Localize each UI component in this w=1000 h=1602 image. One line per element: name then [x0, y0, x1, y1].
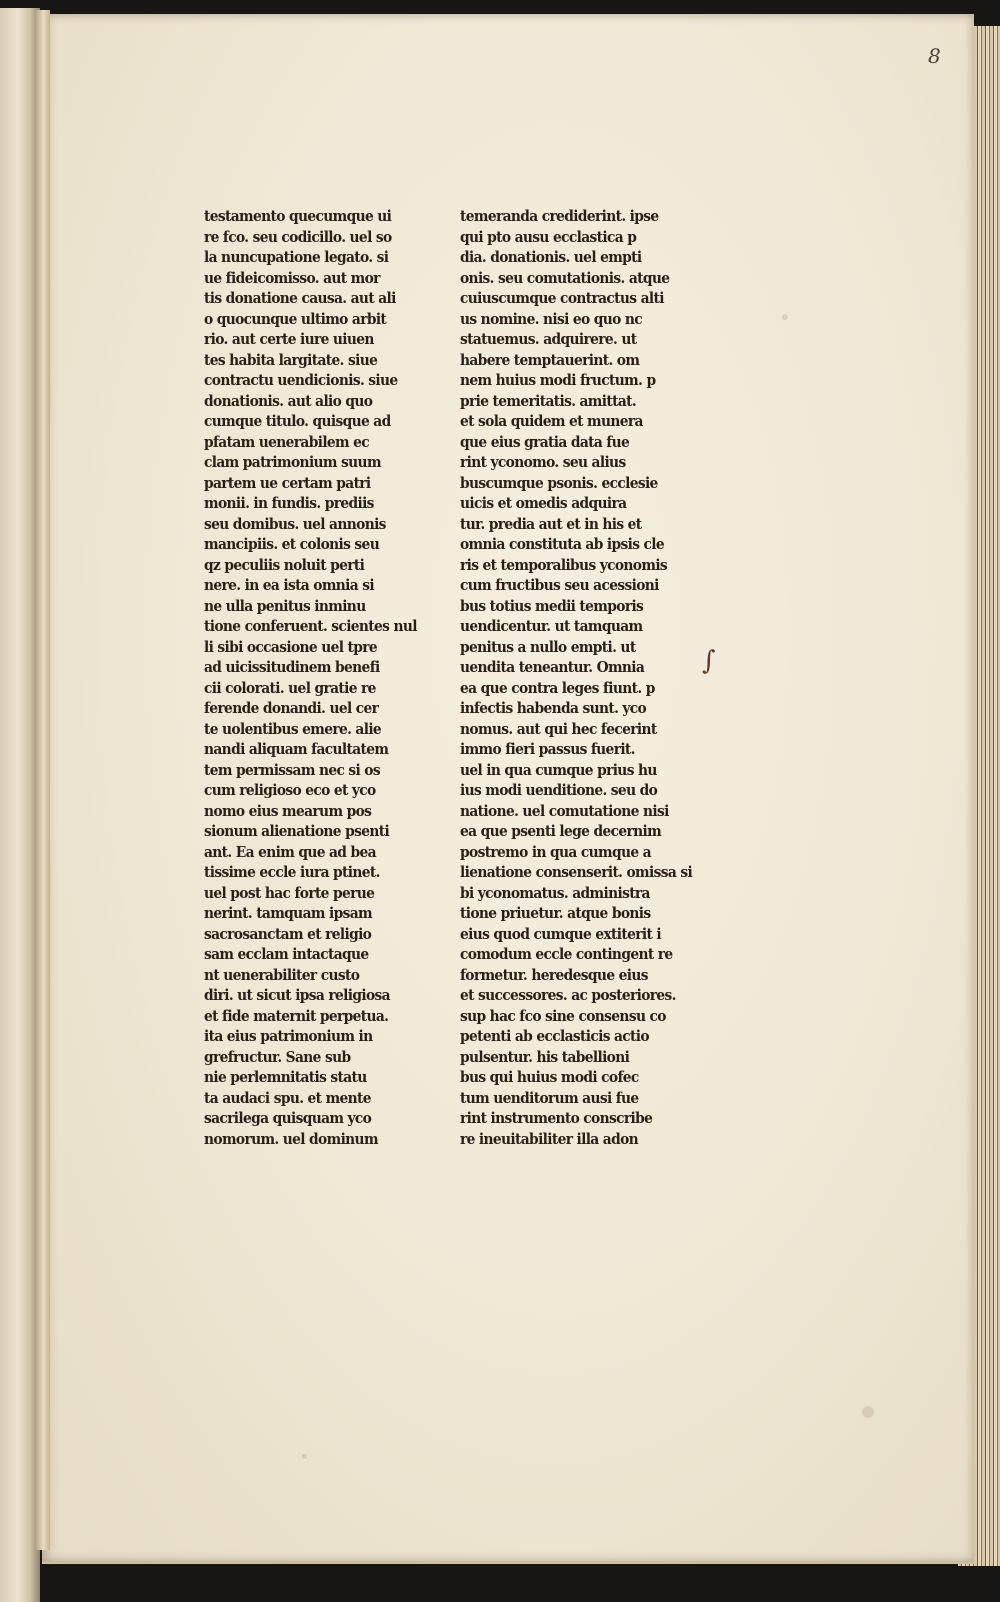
text-line: petenti ab ecclasticis actio [460, 1027, 649, 1045]
text-line: ant. Ea enim que ad bea [204, 842, 376, 861]
text-line: sup hac fco sine consensu co [460, 1006, 666, 1025]
text-line: cumque titulo. quisque ad [204, 412, 391, 430]
text-line: clam patrimonium suum [204, 453, 381, 471]
text-line: habere temptauerint. om [460, 350, 640, 369]
text-line: postremo in qua cumque a [460, 842, 651, 861]
text-line: comodum eccle contingent re [460, 945, 673, 963]
text-line: et successores. ac posteriores. [460, 986, 676, 1004]
text-line: bi yconomatus. administra [460, 883, 650, 902]
parchment-stain [782, 314, 788, 320]
binding-strip [36, 10, 50, 1550]
text-column-right [460, 206, 714, 1149]
text-line: us nomine. nisi eo quo nc [460, 309, 643, 328]
text-line: bus qui huius modi cofec [460, 1068, 639, 1086]
text-line: natione. uel comutatione nisi [460, 801, 669, 820]
text-line: statuemus. adquirere. ut [460, 330, 637, 348]
text-line: ta audaci spu. et mente [204, 1088, 371, 1107]
text-line: et fide maternit perpetua. [204, 1006, 389, 1025]
text-line: uel in qua cumque prius hu [460, 760, 657, 779]
text-line: tur. predia aut et in his et [460, 514, 642, 533]
text-line: omnia constituta ab ipsis cle [460, 535, 665, 553]
text-line: tem permissam nec si os [204, 760, 380, 779]
text-line: prie temeritatis. amittat. [460, 391, 637, 410]
text-line: pulsentur. his tabellioni [460, 1047, 630, 1066]
text-line: temeranda crediderint. ipse [460, 207, 659, 225]
text-line: re fco. seu codicillo. uel so [204, 227, 392, 246]
text-line: nere. in ea ista omnia si [204, 576, 374, 594]
text-line: tione conferuent. scientes nul [204, 617, 417, 635]
text-line: tis donatione causa. aut ali [204, 289, 396, 307]
text-line: infectis habenda sunt. yco [460, 699, 647, 717]
text-line: qz peculiis noluit perti [204, 555, 365, 574]
text-line: immo fieri passus fuerit. [460, 740, 635, 758]
text-line: ferende donandi. uel cer [204, 699, 379, 717]
text-line: eius quod cumque extiterit i [460, 924, 661, 943]
text-line: rint instrumento conscribe [460, 1109, 653, 1127]
text-line: tissime eccle iura ptinet. [204, 863, 380, 881]
text-line: uendita teneantur. Omnia [460, 658, 645, 676]
text-line: buscumque psonis. ecclesie [460, 473, 658, 492]
text-line: nomus. aut qui hec fecerint [460, 719, 657, 738]
text-line: cum religioso eco et yco [204, 781, 376, 799]
text-line: nem huius modi fructum. p [460, 371, 656, 389]
text-line: bus totius medii temporis [460, 596, 644, 615]
text-line: seu domibus. uel annonis [204, 514, 386, 533]
text-line: ea que contra leges fiunt. p [460, 678, 655, 697]
parchment-stain [862, 1406, 874, 1418]
margin-mark: ∫ [702, 646, 716, 676]
text-line: testamento quecumque ui [204, 207, 392, 225]
text-line: ius modi uenditione. seu do [460, 781, 658, 799]
text-line: uicis et omedis adquira [460, 494, 627, 512]
text-line: ea que psenti lege decernim [460, 822, 662, 840]
text-line: ris et temporalibus yconomis [460, 555, 668, 574]
text-line: onis. seu comutationis. atque [460, 268, 670, 287]
text-column-left [204, 206, 452, 1149]
text-line: formetur. heredesque eius [460, 965, 648, 984]
text-line: sacrilega quisquam yco [204, 1109, 372, 1127]
text-line: nomorum. uel dominum [204, 1129, 378, 1148]
text-line: o quocunque ultimo arbit [204, 309, 387, 328]
text-line: nandi aliquam facultatem [204, 740, 389, 758]
text-line: rio. aut certe iure uiuen [204, 330, 374, 348]
text-line: la nuncupatione legato. si [204, 248, 389, 266]
text-line: sionum alienatione psenti [204, 822, 390, 840]
text-line: ita eius patrimonium in [204, 1027, 373, 1045]
manuscript-folio [42, 14, 974, 1564]
text-line: ne ulla penitus inminu [204, 596, 366, 615]
text-line: qui pto ausu ecclastica p [460, 227, 637, 246]
parchment-stain [302, 1454, 307, 1459]
text-line: penitus a nullo empti. ut [460, 637, 636, 656]
text-line: nie perlemnitatis statu [204, 1068, 367, 1086]
text-line: dia. donationis. uel empti [460, 248, 642, 266]
text-line: tione priuetur. atque bonis [460, 904, 651, 922]
text-line: sacrosanctam et religio [204, 924, 372, 943]
text-line: monii. in fundis. prediis [204, 494, 374, 512]
text-line: cii colorati. uel gratie re [204, 678, 376, 697]
text-line: nomo eius mearum pos [204, 801, 372, 820]
text-line: ad uicissitudinem benefi [204, 658, 380, 676]
text-line: sam ecclam intactaque [204, 945, 369, 963]
text-line: cuiuscumque contractus alti [460, 289, 664, 307]
text-line: uendicentur. ut tamquam [460, 617, 643, 635]
text-line: et sola quidem et munera [460, 412, 643, 430]
text-line: contractu uendicionis. siue [204, 371, 398, 389]
text-line: partem ue certam patri [204, 473, 371, 492]
text-line: uel post hac forte perue [204, 883, 375, 902]
text-line: tum uenditorum ausi fue [460, 1088, 639, 1107]
text-line: ue fideicomisso. aut mor [204, 268, 380, 287]
previous-leaf-edge [0, 8, 40, 1602]
text-line: diri. ut sicut ipsa religiosa [204, 986, 390, 1004]
text-line: te uolentibus emere. alie [204, 719, 382, 738]
text-line: cum fructibus seu acessioni [460, 576, 659, 594]
text-line: tes habita largitate. siue [204, 350, 378, 369]
text-line: grefructur. Sane sub [204, 1047, 351, 1066]
folio-number: 8 [928, 44, 941, 68]
text-line: rint yconomo. seu alius [460, 453, 626, 471]
text-line: re ineuitabiliter illa adon [460, 1129, 639, 1148]
text-line: nerint. tamquam ipsam [204, 904, 372, 922]
text-line: nt uenerabiliter custo [204, 965, 360, 984]
text-line: donationis. aut alio quo [204, 391, 373, 410]
text-line: mancipiis. et colonis seu [204, 535, 380, 553]
text-line: pfatam uenerabilem ec [204, 432, 370, 451]
text-line: que eius gratia data fue [460, 432, 630, 451]
text-line: li sibi occasione uel tpre [204, 637, 377, 656]
text-line: lienatione consenserit. omissa si [460, 863, 693, 881]
